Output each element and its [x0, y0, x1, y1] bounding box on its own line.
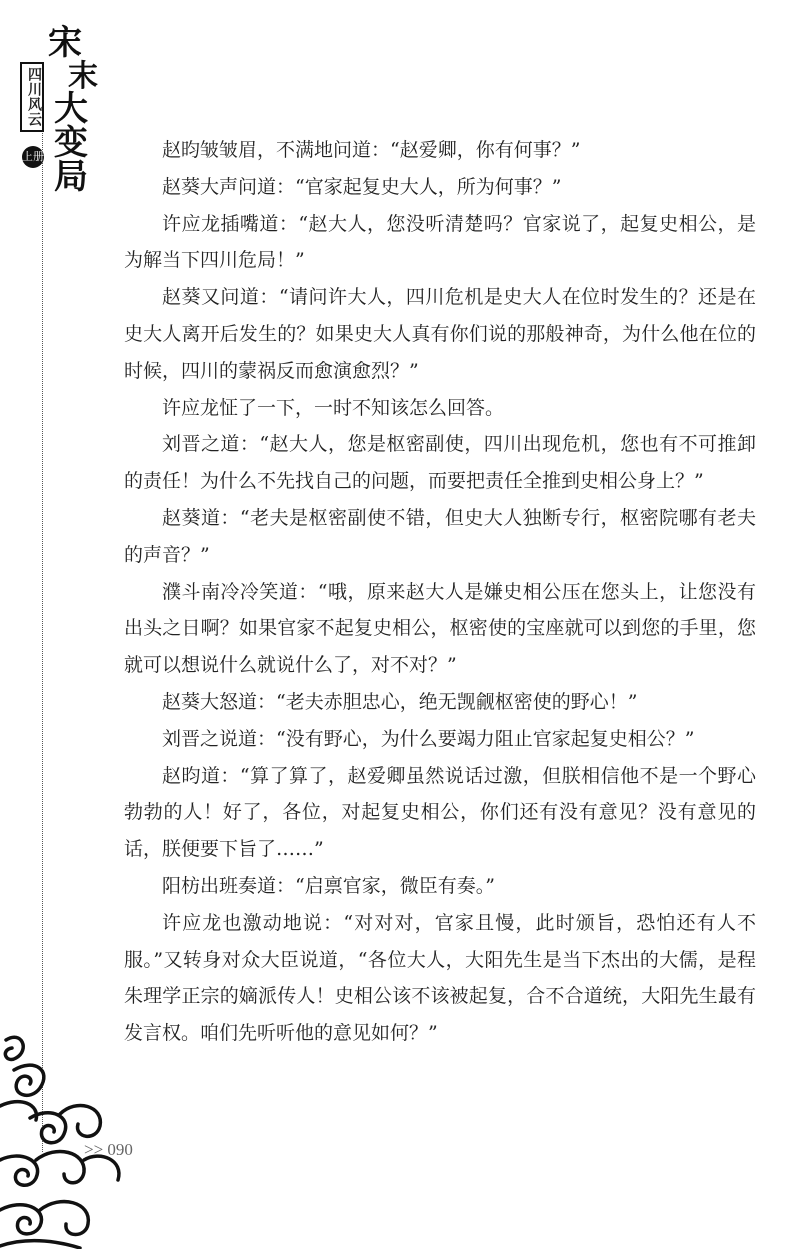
book-title-char: 末 [68, 59, 98, 94]
paragraph: 赵葵道：“老夫是枢密副使不错，但史大人独断专行，枢密院哪有老夫的声音？” [124, 506, 756, 566]
paragraph: 赵葵大声问道：“官家起复史大人，所为何事？” [162, 175, 562, 198]
paragraph: 赵葵大怒道：“老夫赤胆忠心，绝无觊觎枢密使的野心！” [162, 690, 638, 713]
paragraph: 刘晋之道：“赵大人，您是枢密副使，四川出现危机，您也有不可推卸的责任！为什么不先找自己的问题，而要把责任全推到史相公身上？” [124, 433, 756, 493]
paragraph: 阳枋出班奏道：“启禀官家，微臣有奏。” [162, 874, 495, 897]
volume-badge: 上册 [22, 146, 44, 168]
book-title-char: 大 [54, 89, 88, 129]
paragraph: 许应龙也激动地说：“对对对，官家且慢，此时颁旨，恐怕还有人不服。”又转身对众大臣说道，“各位大人，大阳先生是当下杰出的大儒，是程朱理学正宗的嫡派传人！史相公该不该被起复，合不合道统，大阳先生最有发言权。咱们先听听他的意见如何？” [124, 911, 756, 1045]
paragraph: 濮斗南冷冷笑道：“哦，原来赵大人是嫌史相公压在您头上，让您没有出头之日啊？如果官家不起复史相公，枢密使的宝座就可以到您的手里，您就可以想说什么就说什么了，对不对？” [124, 580, 756, 677]
book-title-char: 局 [54, 157, 88, 197]
book-title-char: 宋 [48, 23, 82, 63]
book-title-char: 变 [54, 123, 88, 163]
paragraph: 刘晋之说道：“没有野心，为什么要竭力阻止官家起复史相公？” [162, 727, 695, 750]
paragraph: 赵昀道：“算了算了，赵爱卿虽然说话过激，但朕相信他不是一个野心勃勃的人！好了，各位，对起复史相公，你们还有没有意见？没有意见的话，朕便要下旨了……” [124, 764, 756, 861]
body-text [124, 132, 756, 1052]
book-title [48, 23, 102, 197]
series-label: 四川风云 [20, 62, 44, 132]
cloud-ornament-icon [0, 1010, 140, 1249]
paragraph: 赵葵又问道：“请问许大人，四川危机是史大人在位时发生的？还是在史大人离开后发生的？如果史大人真有你们说的那般神奇，为什么他在位的时候，四川的蒙祸反而愈演愈烈？” [124, 286, 756, 382]
paragraph: 许应龙怔了一下，一时不知该怎么回答。 [162, 396, 505, 419]
page-number: >> 090 [84, 1140, 133, 1159]
paragraph: 许应龙插嘴道：“赵大人，您没听清楚吗？官家说了，起复史相公，是为解当下四川危局！” [124, 212, 756, 272]
margin-dotted-rule [42, 62, 43, 1152]
paragraph: 赵昀皱皱眉，不满地问道：“赵爱卿，你有何事？” [162, 139, 581, 161]
